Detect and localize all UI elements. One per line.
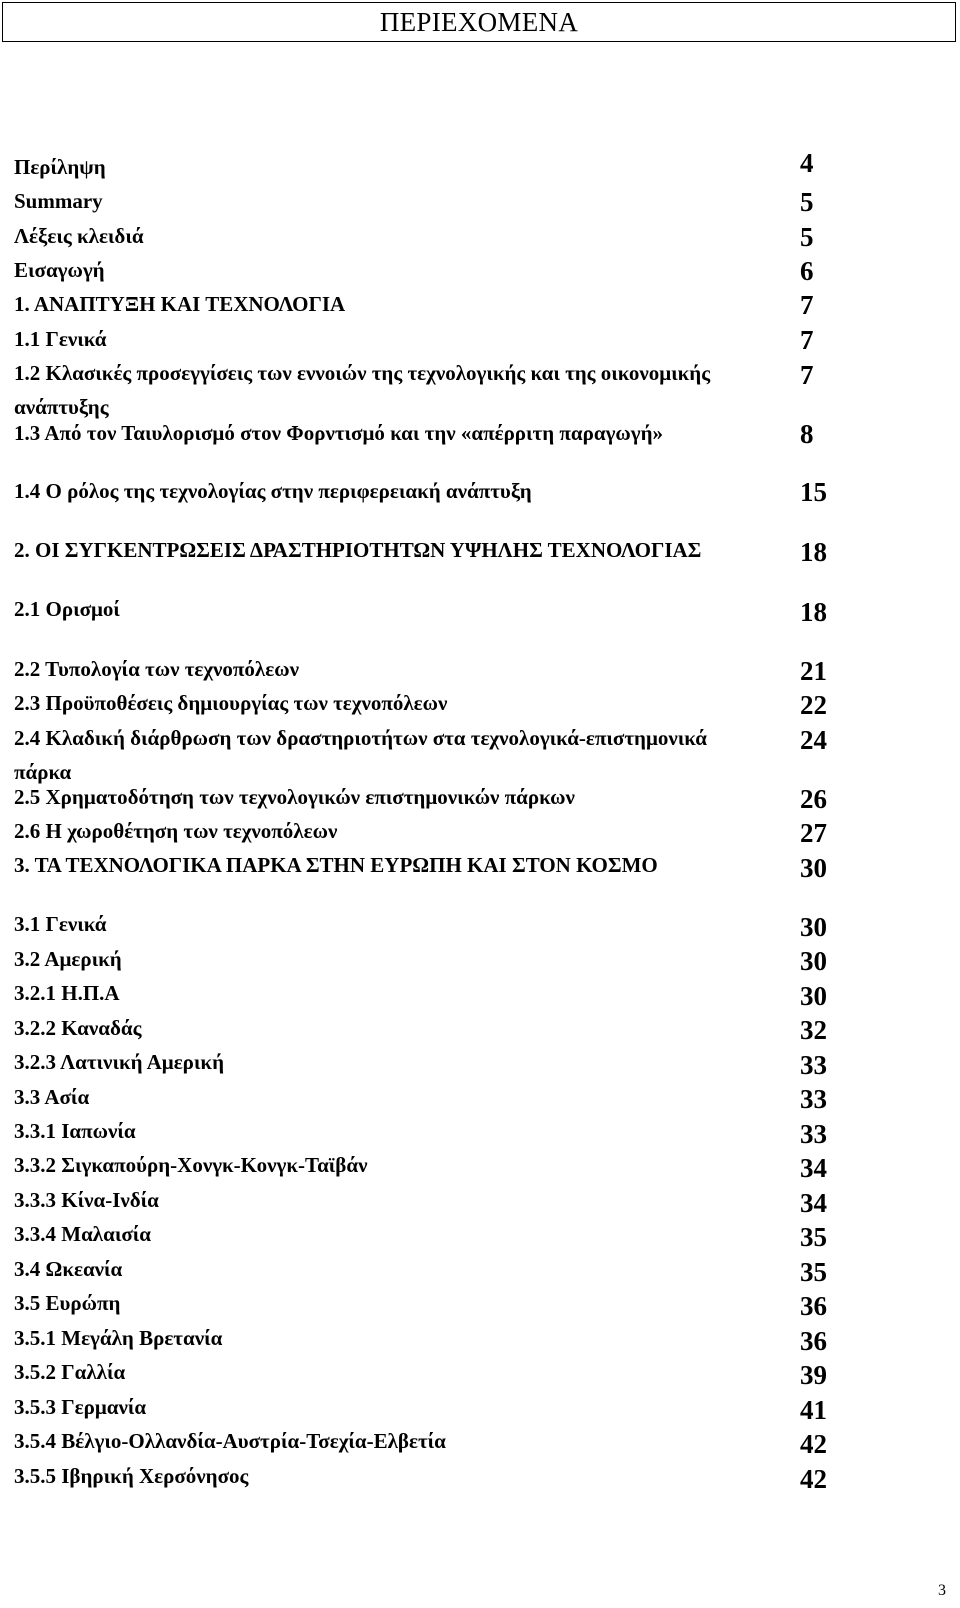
footer-page-number: 3 bbox=[938, 1582, 946, 1599]
toc-entry-page: 30 bbox=[800, 946, 827, 976]
toc-entry-page: 4 bbox=[800, 148, 814, 178]
toc-entry-title: 2.3 Προϋποθέσεις δημιουργίας των τεχνοπόλεων bbox=[14, 691, 448, 715]
toc-entry-title: 1. ΑΝΑΠΤΥΞΗ ΚΑΙ ΤΕΧΝΟΛΟΓΙΑ bbox=[14, 292, 346, 316]
toc-entry-page: 36 bbox=[800, 1326, 827, 1356]
toc-entry-page: 41 bbox=[800, 1395, 827, 1425]
toc-entry-page: 30 bbox=[800, 912, 827, 942]
toc-entry-title: 1.2 Κλασικές προσεγγίσεις των εννοιών της τεχνολογικής και της οικονομικής ανάπτυξης bbox=[14, 361, 711, 419]
toc-entry-page: 36 bbox=[800, 1291, 827, 1321]
toc-entry-page: 5 bbox=[800, 222, 814, 252]
toc-entry-title: 3. ΤΑ ΤΕΧΝΟΛΟΓΙΚΑ ΠΑΡΚΑ ΣΤΗΝ ΕΥΡΩΠΗ ΚΑΙ ΣΤΟΝ ΚΟΣΜΟ bbox=[14, 853, 658, 877]
toc-entry-page: 42 bbox=[800, 1429, 827, 1459]
toc-entry-page: 7 bbox=[800, 360, 814, 390]
toc-entry-title: 3.5 Ευρώπη bbox=[14, 1291, 121, 1315]
toc-entry-page: 5 bbox=[800, 187, 814, 217]
toc-entry-page: 34 bbox=[800, 1188, 827, 1218]
toc-entry-page: 34 bbox=[800, 1153, 827, 1183]
toc-entry-title: 3.3 Ασία bbox=[14, 1085, 90, 1109]
toc-entry-title: 3.3.2 Σιγκαπούρη-Χονγκ-Κονγκ-Ταϊβάν bbox=[14, 1153, 368, 1177]
toc-entry-page: 35 bbox=[800, 1222, 827, 1252]
toc-entry-page: 7 bbox=[800, 325, 814, 355]
toc-entry-page: 18 bbox=[800, 537, 827, 567]
toc-entry-page: 33 bbox=[800, 1084, 827, 1114]
toc-entry-title: 3.3.1 Ιαπωνία bbox=[14, 1119, 136, 1143]
toc-entry-title: 1.3 Από τον Ταιυλορισμό στον Φορντισμό και την «απέρριτη παραγωγή» bbox=[14, 421, 664, 445]
toc-entry-page: 33 bbox=[800, 1050, 827, 1080]
toc-entry-title: 3.5.4 Βέλγιο-Ολλανδία-Αυστρία-Τσεχία-Ελβετία bbox=[14, 1429, 446, 1453]
toc-entry-page: 6 bbox=[800, 256, 814, 286]
toc-entry-page: 18 bbox=[800, 597, 827, 627]
toc-entry-page: 15 bbox=[800, 477, 827, 507]
toc-entry-title: Summary bbox=[14, 189, 103, 213]
toc-entry-title: 3.5.2 Γαλλία bbox=[14, 1360, 126, 1384]
toc-entry-page: 32 bbox=[800, 1015, 827, 1045]
toc-entry-page: 8 bbox=[800, 419, 814, 449]
toc-entry-title: 3.5.1 Μεγάλη Βρετανία bbox=[14, 1326, 223, 1350]
toc-entry-page: 30 bbox=[800, 981, 827, 1011]
toc-entry-title: 2.4 Κλαδική διάρθρωση των δραστηριοτήτων στα τεχνολογικά-επιστημονικά πάρκα bbox=[14, 726, 708, 784]
toc-entry-page: 33 bbox=[800, 1119, 827, 1149]
toc-entry-title: Περίληψη bbox=[14, 155, 106, 179]
toc-entry-page: 22 bbox=[800, 690, 827, 720]
page-title: ΠΕΡΙΕΧΟΜΕΝΑ bbox=[379, 6, 579, 37]
toc-entry-title: 3.5.5 Ιβηρική Χερσόνησος bbox=[14, 1464, 249, 1488]
toc-entry-title: 2. ΟΙ ΣΥΓΚΕΝΤΡΩΣΕΙΣ ΔΡΑΣΤΗΡΙΟΤΗΤΩΝ ΥΨΗΛΗΣ ΤΕΧΝΟΛΟΓΙΑΣ bbox=[14, 538, 702, 562]
toc-entry-title: 2.2 Τυπολογία των τεχνοπόλεων bbox=[14, 657, 299, 681]
toc-entry-page: 35 bbox=[800, 1257, 827, 1287]
toc-entry-title: 1.4 Ο ρόλος της τεχνολογίας στην περιφερειακή ανάπτυξη bbox=[14, 479, 532, 503]
toc-entry-title: 1.1 Γενικά bbox=[14, 327, 107, 351]
toc-entry-title: Λέξεις κλειδιά bbox=[14, 224, 144, 248]
toc-entry-page: 30 bbox=[800, 853, 827, 883]
toc-entry-title: 3.1 Γενικά bbox=[14, 912, 107, 936]
toc-entry-title: 3.2 Αμερική bbox=[14, 947, 122, 971]
toc-entry-title: 3.3.4 Μαλαισία bbox=[14, 1222, 151, 1246]
toc-entry-title: 3.3.3 Κίνα-Ινδία bbox=[14, 1188, 159, 1212]
toc-entry-page: 24 bbox=[800, 725, 827, 755]
toc-entry-title: 3.4 Ωκεανία bbox=[14, 1257, 123, 1281]
toc-entry-title: 3.2.3 Λατινική Αμερική bbox=[14, 1050, 224, 1074]
toc-entry-title: 2.6 Η χωροθέτηση των τεχνοπόλεων bbox=[14, 819, 338, 843]
toc-entry-title: Εισαγωγή bbox=[14, 258, 105, 282]
toc-entry-page: 39 bbox=[800, 1360, 827, 1390]
toc-entry-title: 3.5.3 Γερμανία bbox=[14, 1395, 147, 1419]
toc-entry-title: 2.1 Ορισμοί bbox=[14, 597, 120, 621]
toc-entry-title: 2.5 Χρηματοδότηση των τεχνολογικών επιστημονικών πάρκων bbox=[14, 785, 575, 809]
toc-entry-title: 3.2.1 Η.Π.Α bbox=[14, 981, 120, 1005]
toc-entry-page: 26 bbox=[800, 784, 827, 814]
toc-entry-page: 27 bbox=[800, 818, 827, 848]
toc-entry-page: 42 bbox=[800, 1464, 827, 1494]
toc-entry-page: 21 bbox=[800, 656, 827, 686]
toc-entry-title: 3.2.2 Καναδάς bbox=[14, 1016, 142, 1040]
toc-entry-page: 7 bbox=[800, 290, 814, 320]
